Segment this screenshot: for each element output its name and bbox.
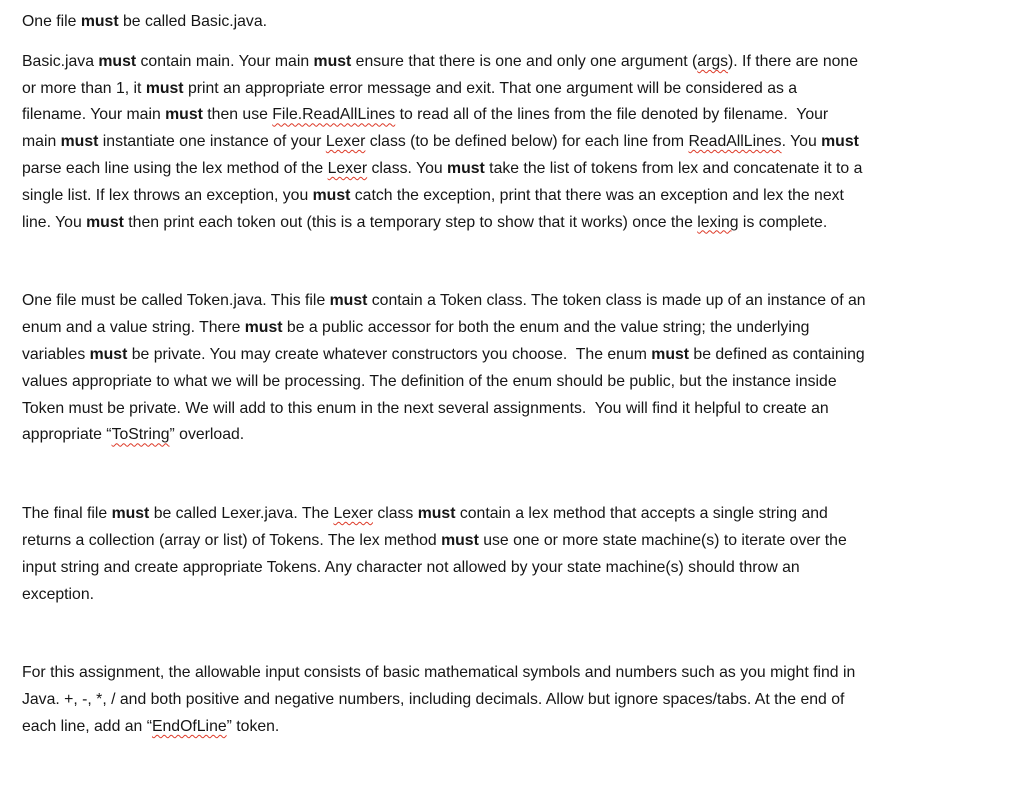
text-line (22, 582, 1004, 609)
text-run: filename. Your main (22, 106, 166, 124)
text-run: variables (22, 345, 90, 363)
spellcheck-flagged-text: args (697, 52, 729, 70)
bold-text: must (447, 159, 485, 177)
text-line (22, 660, 1004, 687)
text-run: ” overload. (169, 426, 245, 444)
spellcheck-flagged-text: Lexer (325, 133, 366, 151)
text-run: print an appropriate error message and exit. That one argument will be considered as a (183, 79, 798, 97)
text-run: enum and a value string. There (22, 319, 245, 337)
text-run: class (372, 505, 418, 523)
text-line (22, 49, 1004, 76)
text-run: values appropriate to what we will be processing. The definition of the enum should be public, but the instance inside (22, 372, 837, 390)
bold-text: must (441, 531, 479, 549)
text-line (22, 369, 1004, 396)
bold-text: must (145, 79, 184, 97)
paragraph (22, 501, 1004, 608)
text-run: contain a lex method that accepts a single string and (455, 505, 828, 523)
text-run: exception. (22, 585, 95, 603)
text-run: single list. If lex throws an exception, you (22, 186, 313, 204)
spellcheck-flagged-text: EndOfLine (151, 717, 227, 735)
paragraph (22, 49, 1004, 237)
bold-text: must (60, 133, 99, 151)
spellcheck-flagged-text: File.ReadAllLines (272, 106, 396, 124)
text-run: catch the exception, print that there was an exception and lex the next (350, 186, 844, 204)
text-run: each line, add an “ (22, 717, 152, 735)
text-run: class (to be defined below) for each line from (365, 133, 689, 151)
text-line (22, 315, 1004, 342)
text-run: be called Lexer.java. The (149, 505, 334, 523)
text-line (22, 210, 1004, 237)
text-line (22, 501, 1004, 528)
text-line (22, 422, 1004, 449)
text-run: be a public accessor for both the enum and the value string; the underlying (282, 319, 810, 337)
text-run: class. You (367, 159, 448, 177)
spellcheck-flagged-text: Lexer (327, 159, 368, 177)
paragraph (22, 660, 1004, 740)
text-run: One file (22, 13, 81, 30)
text-run: contain main. Your main (136, 52, 314, 70)
bold-text: must (329, 292, 368, 310)
text-run: ). If there are none (728, 52, 858, 70)
text-line (22, 714, 1004, 741)
paragraph (22, 9, 1004, 36)
text-run: use one or more state machine(s) to iterate over the (478, 531, 847, 549)
text-run: instantiate one instance of your (98, 133, 326, 151)
spellcheck-flagged-text: lexing (697, 213, 739, 231)
text-run: Token must be private. We will add to this enum in the next several assignments. You will find it helpful to create an (22, 399, 829, 417)
text-run: to read all of the lines from the file denoted by filename. Your (395, 106, 829, 124)
text-run: ” token. (226, 717, 280, 735)
bold-text: must (313, 52, 352, 70)
text-run: then print each token out (this is a temporary step to show that it works) once the (123, 213, 698, 231)
text-line (22, 76, 1004, 103)
bold-text: must (89, 345, 128, 363)
text-run: be defined as containing (689, 345, 865, 363)
bold-text: must (651, 345, 690, 363)
text-run: input string and create appropriate Tokens. Any character not allowed by your state machine(s) should throw an (22, 558, 800, 576)
text-run: appropriate “ (22, 426, 112, 444)
text-run: Java. +, -, *, / and both positive and negative numbers, including decimals. Allow but ignore spaces/tabs. At the end of (22, 691, 845, 709)
text-run: parse each line using the lex method of the (22, 159, 328, 177)
text-line (22, 555, 1004, 582)
text-line (22, 396, 1004, 423)
text-line (22, 342, 1004, 369)
bold-text: must (312, 186, 351, 204)
text-line (22, 528, 1004, 555)
text-run: or more than 1, it (22, 79, 146, 97)
text-line (22, 288, 1004, 315)
text-line (22, 183, 1004, 210)
text-run: For this assignment, the allowable input consists of basic mathematical symbols and numbers such as you might find in (22, 664, 856, 682)
text-line (22, 129, 1004, 156)
text-run: be private. You may create whatever constructors you choose. The enum (127, 345, 652, 363)
text-run: then use (202, 106, 273, 124)
spellcheck-flagged-text: Lexer (333, 505, 373, 523)
paragraph (22, 288, 1004, 449)
text-run: ensure that there is one and only one argument ( (351, 52, 698, 70)
text-run: is complete. (738, 213, 828, 231)
text-run: contain a Token class. The token class is made up of an instance of an (367, 292, 866, 310)
text-run: main (22, 133, 61, 151)
text-run: line. You (22, 213, 87, 231)
document-body (22, 9, 1004, 741)
bold-text: must (111, 505, 150, 523)
spellcheck-flagged-text: ToString (111, 426, 170, 444)
text-run: take the list of tokens from lex and concatenate it to a (484, 159, 863, 177)
bold-text: must (165, 106, 203, 124)
bold-text: must (244, 319, 283, 337)
text-run: One file must be called Token.java. This file (22, 292, 330, 310)
text-run: be called Basic.java. (118, 13, 267, 30)
text-line (22, 9, 1004, 36)
bold-text: must (821, 133, 859, 151)
bold-text: must (417, 505, 456, 523)
bold-text: must (80, 13, 119, 30)
text-line (22, 156, 1004, 183)
text-line (22, 102, 1004, 129)
spellcheck-flagged-text: ReadAllLines (688, 133, 782, 151)
bold-text: must (86, 213, 124, 231)
text-line (22, 687, 1004, 714)
text-run: Basic.java (22, 52, 99, 70)
text-run: returns a collection (array or list) of Tokens. The lex method (22, 531, 442, 549)
bold-text: must (98, 52, 137, 70)
text-run: The final file (22, 505, 112, 523)
text-run: . You (781, 133, 822, 151)
